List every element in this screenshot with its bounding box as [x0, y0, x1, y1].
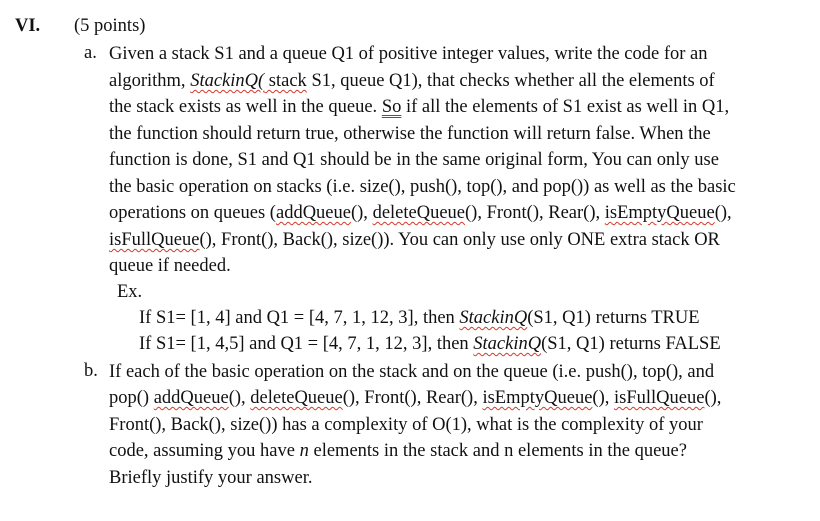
text-fragment: code, assuming you have: [109, 441, 300, 461]
function-name: isEmptyQueue: [604, 203, 715, 223]
text-fragment: pop(): [109, 388, 154, 408]
text-fragment: (),: [228, 388, 251, 408]
part-b-line-3: Front(), Back(), size()) has a complexity of O(1), what is the complexity of your: [109, 415, 703, 435]
text-fragment: if all the elements of S1 exist as well in Q1,: [401, 97, 730, 117]
text-fragment: (), Front(), Back(), size()). You can only use only ONE extra stack OR: [199, 230, 720, 250]
text-fragment: (), Front(), Rear(),: [342, 388, 483, 408]
part-b-line-4: [109, 440, 687, 462]
function-name: deleteQueue: [372, 203, 466, 223]
example-line-2: [139, 334, 721, 355]
function-name: StackinQ: [473, 334, 542, 354]
part-a-line-9: queue if needed.: [109, 256, 231, 276]
text-fragment: (S1, Q1) returns TRUE: [527, 308, 700, 328]
text-fragment: S1, queue Q1), that checks whether all the elements of: [306, 71, 715, 91]
text-fragment: If S1= [1, 4] and Q1 = [4, 7, 1, 12, 3], then: [139, 308, 460, 328]
text-fragment: stack: [264, 71, 307, 91]
part-a-line-3: [109, 96, 729, 118]
part-a-line-8: [109, 229, 720, 251]
text-fragment: algorithm,: [109, 71, 191, 91]
part-b-label: b.: [84, 361, 98, 381]
text-fragment: operations on queues (: [109, 203, 276, 223]
function-name: StackinQ: [459, 308, 528, 328]
section-number: VI.: [15, 16, 41, 36]
part-b-line-1: If each of the basic operation on the stack and on the queue (i.e. push(), top(), and: [109, 362, 715, 382]
text-fragment: (),: [350, 203, 373, 223]
part-a-line-4: the function should return true, otherwise the function will return false. When the: [109, 124, 711, 144]
function-name: addQueue: [153, 388, 229, 408]
example-label: Ex.: [117, 282, 143, 302]
text-fragment: If S1= [1, 4,5] and Q1 = [4, 7, 1, 12, 3], then: [139, 334, 474, 354]
text-fragment: (),: [714, 203, 732, 223]
function-name: isFullQueue: [614, 388, 705, 408]
part-a-label: a.: [84, 43, 97, 63]
example-line-1: [139, 308, 700, 329]
text-fragment: elements in the stack and n elements in the queue?: [308, 441, 687, 461]
text-fragment: (S1, Q1) returns FALSE: [541, 334, 721, 354]
text-fragment: So: [381, 97, 402, 117]
text-fragment: (),: [704, 388, 722, 408]
part-a-line-7: [109, 202, 732, 224]
function-name: isEmptyQueue: [482, 388, 593, 408]
function-name: isFullQueue: [109, 230, 200, 250]
text-fragment: the stack exists as well in the queue.: [109, 97, 382, 117]
function-name: StackinQ(: [190, 71, 265, 91]
text-fragment: (),: [592, 388, 614, 408]
text-fragment: (), Front(), Rear(),: [465, 203, 605, 223]
part-a-line-6: the basic operation on stacks (i.e. size(), push(), top(), and pop()) as well as the basic: [109, 177, 736, 197]
function-name: deleteQueue: [250, 388, 343, 408]
part-a-line-1: Given a stack S1 and a queue Q1 of positive integer values, write the code for an: [109, 44, 708, 64]
variable-n: n: [299, 441, 309, 461]
part-b-line-2: [109, 387, 721, 409]
part-b-line-5: Briefly justify your answer.: [109, 468, 313, 488]
function-name: addQueue: [275, 203, 351, 223]
part-a-line-5: function is done, S1 and Q1 should be in the same original form, You can only use: [109, 150, 719, 170]
part-a-line-2: [109, 70, 715, 92]
points-label: (5 points): [74, 16, 146, 36]
